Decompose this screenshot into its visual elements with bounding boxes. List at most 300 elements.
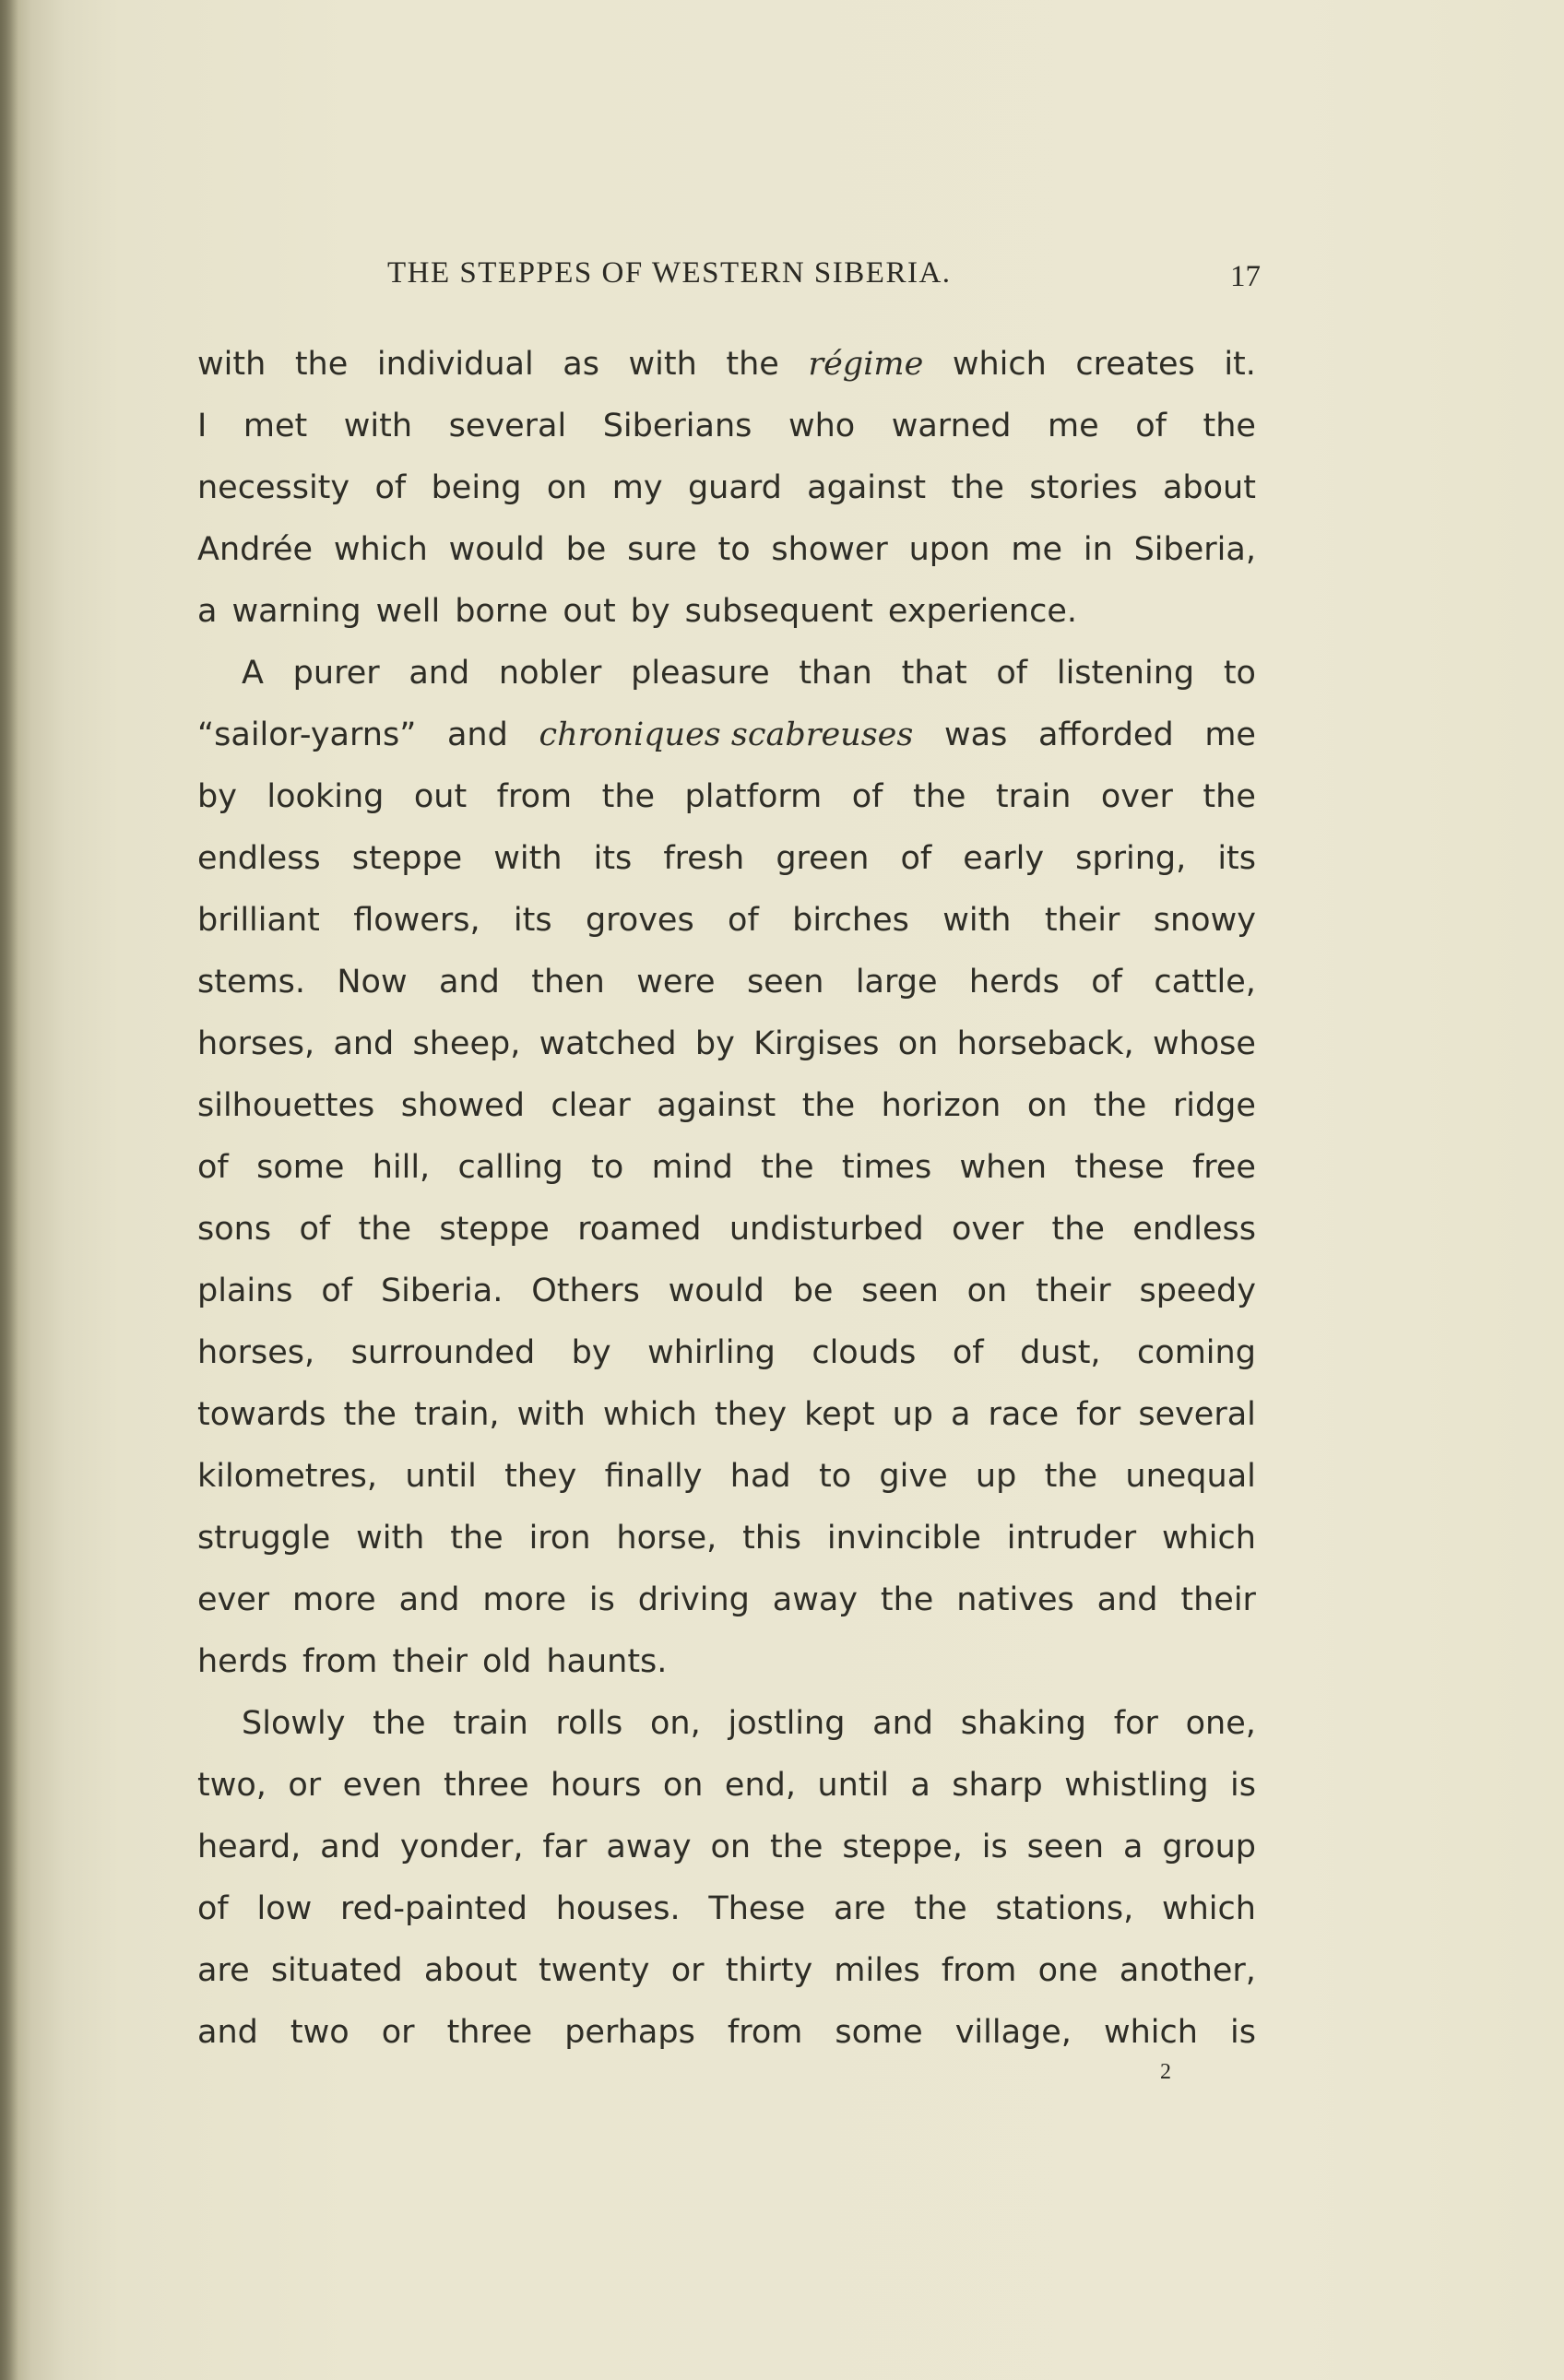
word: with [493,840,563,877]
word: sharp [952,1767,1043,1804]
italic-phrase: chroniques scabreuses [539,716,914,753]
word: jostling [728,1705,846,1742]
word: train [453,1705,528,1742]
word: another, [1119,1952,1256,1989]
text-line [197,952,1256,1013]
word: on [546,469,587,506]
word: is [588,1581,615,1618]
word: of [728,902,759,939]
word: even [342,1767,422,1804]
word: clouds [812,1334,917,1371]
word: borne [455,593,549,630]
word: seen [861,1273,939,1309]
word: from [302,1643,378,1680]
word: creates [1075,346,1195,383]
word: heard, [197,1829,302,1865]
word: hill, [372,1149,431,1186]
word: ridge [1172,1087,1256,1124]
word: clear [551,1087,631,1124]
word: up [975,1458,1017,1495]
word: the [1051,1211,1105,1248]
word: horse, [616,1520,717,1557]
word: towards [197,1396,326,1433]
word: driving [637,1581,750,1618]
page-number: 17 [1230,260,1261,293]
text-line [197,1013,1256,1075]
word: the [1044,1458,1098,1495]
word: me [1048,408,1099,444]
word: and [333,1025,395,1062]
word: of [197,1890,229,1927]
word: two [290,2014,350,2051]
word: subsequent [684,593,873,630]
word: some [835,2014,923,2051]
word: that [901,655,967,692]
word: these [1074,1149,1165,1186]
word: stories [1029,469,1138,506]
word: which [1161,1890,1256,1927]
word: their [1044,902,1120,939]
word: over [952,1211,1025,1248]
word: horizon [881,1087,1001,1124]
word: houses. [555,1890,681,1927]
word: with [628,346,697,383]
word: the [343,1396,397,1433]
text-line [197,2002,1256,2064]
word: dust, [1020,1334,1101,1371]
word: this [742,1520,802,1557]
word: on [662,1767,704,1804]
text-line [197,1446,1256,1508]
word: their [392,1643,468,1680]
word: was [944,716,1008,753]
word: natives [956,1581,1074,1618]
word: the [1093,1087,1147,1124]
word: individual [376,346,534,383]
word: until [817,1767,889,1804]
word: kilometres, [197,1458,377,1495]
word: more [482,1581,566,1618]
word: flowers, [353,902,480,939]
word: a [951,1396,971,1433]
running-title: THE STEPPES OF WESTERN SIBERIA. [387,256,952,290]
italic-phrase: régime [808,346,924,383]
word: give [879,1458,948,1495]
word: whirling [647,1334,776,1371]
word: up [892,1396,933,1433]
word: the [294,346,349,383]
text-line [197,396,1256,457]
word: which [952,346,1047,383]
word: which [1161,1520,1256,1557]
word: and [1096,1581,1158,1618]
word: end, [724,1767,796,1804]
word: fresh [663,840,745,877]
word: the [880,1581,934,1618]
word: birches [792,902,909,939]
word: and [197,2014,258,2051]
text-line [197,1075,1256,1137]
word: several [1138,1396,1256,1433]
word: Siberia, [1133,531,1256,568]
word: they [714,1396,788,1433]
text-line [197,890,1256,952]
word: endless [1132,1211,1256,1248]
word: are [197,1952,250,1989]
word: Andrée [197,531,314,568]
word: from [727,2014,803,2051]
word: plains [197,1273,293,1309]
word: hours [551,1767,642,1804]
word: on [710,1829,752,1865]
word: for [1113,1705,1158,1742]
word: a [1122,1829,1143,1865]
word: from [941,1952,1017,1989]
word: to [717,531,751,568]
word: are [833,1890,886,1927]
word: a [910,1767,930,1804]
word: purer [292,655,380,692]
word: seen [746,964,824,1001]
word: my [611,469,663,506]
word: nobler [498,655,602,692]
word: “sailor-yarns” [197,716,417,753]
word: large [855,964,938,1001]
word: with [942,902,1012,939]
word: guard [687,469,782,506]
word: shower [771,531,888,568]
running-head [0,256,1564,297]
word: of [374,469,407,506]
word: thirty [725,1952,813,1989]
text-line [197,581,1256,643]
word: sheep, [412,1025,521,1062]
word: sure [627,531,697,568]
word: village, [954,2014,1072,2051]
word: Slowly [242,1705,346,1742]
word: on [897,1025,939,1062]
word: who [788,408,856,444]
word: me [1204,716,1256,753]
word: calling [457,1149,563,1186]
word: twenty [539,1952,650,1989]
word: the [1203,778,1256,815]
word: their [1036,1273,1111,1309]
word: whistling [1064,1767,1209,1804]
word: three [446,2014,533,2051]
text-line [197,705,1256,766]
word: several [448,408,567,444]
text-line [197,1322,1256,1384]
word: steppe [439,1211,550,1248]
word: low [256,1890,313,1927]
word: and [409,655,470,692]
word: horses, [197,1334,315,1371]
word: the [1203,408,1256,444]
word: against [807,469,927,506]
word: steppe, [842,1829,963,1865]
word: from [496,778,573,815]
word: me [1011,531,1063,568]
text-line [197,519,1256,581]
word: times [841,1149,932,1186]
word: finally [604,1458,703,1495]
word: group [1162,1829,1256,1865]
word: silhouettes [197,1087,375,1124]
word: mind [651,1149,733,1186]
word: herds [968,964,1060,1001]
text-line [197,457,1256,519]
word: the [450,1520,504,1557]
word: struggle [197,1520,331,1557]
word: intruder [1006,1520,1137,1557]
word: of [851,778,883,815]
word: on, [650,1705,701,1742]
word: upon [908,531,990,568]
word: as [563,346,599,383]
word: by [571,1334,611,1371]
word: coming [1137,1334,1256,1371]
word: to [818,1458,852,1495]
word: and [446,716,508,753]
word: watched [539,1025,677,1062]
text-line [197,1693,1256,1755]
word: shaking [960,1705,1087,1742]
word: stations, [995,1890,1134,1927]
word: afforded [1037,716,1174,753]
word: train [995,778,1072,815]
word: endless [197,840,321,877]
word: of [1091,964,1122,1001]
word: more [292,1581,376,1618]
word: met [243,408,308,444]
word: with [197,346,267,383]
word: brilliant [197,902,320,939]
word: perhaps [564,2014,695,2051]
text-line [197,1940,1256,2002]
word: kept [804,1396,875,1433]
word: invincible [826,1520,981,1557]
word: with [343,408,413,444]
word: the [373,1705,426,1742]
word: pleasure [631,655,770,692]
text-line [197,1755,1256,1817]
word: than [799,655,872,692]
word: of [1135,408,1167,444]
word: I [197,408,207,444]
word: Others [531,1273,640,1309]
word: or [381,2014,415,2051]
word: roamed [577,1211,702,1248]
word: yonder, [399,1829,524,1865]
word: platform [684,778,823,815]
text-line [197,643,1256,705]
word: green [776,840,870,877]
word: looking [267,778,385,815]
word: steppe [351,840,463,877]
word: away [606,1829,692,1865]
word: race [988,1396,1060,1433]
text-line [197,766,1256,828]
word: for [1076,1396,1121,1433]
word: it. [1224,346,1256,383]
word: over [1100,778,1173,815]
word: would [668,1273,764,1309]
word: A [242,655,264,692]
word: free [1191,1149,1256,1186]
word: train, [413,1396,500,1433]
word: by [694,1025,735,1062]
word: Kirgises [753,1025,880,1062]
word: warning [231,593,361,630]
word: well [375,593,441,630]
word: until [405,1458,477,1495]
word: and [320,1829,382,1865]
word: or [670,1952,705,1989]
word: groves [585,902,694,939]
word: to [1223,655,1256,692]
word: by [197,778,237,815]
word: horses, [197,1025,315,1062]
word: listening [1056,655,1195,692]
word: its [593,840,633,877]
word: then [531,964,605,1001]
word: Siberia. [380,1273,504,1309]
word: on [1026,1087,1068,1124]
word: situated [270,1952,403,1989]
word: warned [891,408,1012,444]
word: away [772,1581,858,1618]
spine-shadow [0,0,18,2380]
word: and [438,964,500,1001]
body-text [197,334,1256,2064]
word: two, [197,1767,267,1804]
text-line [197,1199,1256,1261]
word: rolls [555,1705,623,1742]
word: is [1229,2014,1256,2051]
word: Siberians [602,408,752,444]
word: of [952,1334,984,1371]
word: seen [1026,1829,1105,1865]
word: and [398,1581,460,1618]
word: had [729,1458,791,1495]
text-line [197,828,1256,890]
word: experience. [887,593,1077,630]
word: cattle, [1154,964,1256,1001]
word: is [981,1829,1008,1865]
word: out [563,593,616,630]
word: of [197,1149,229,1186]
word: a [197,593,218,630]
word: its [1217,840,1256,877]
word: out [413,778,468,815]
text-line [197,1137,1256,1199]
word: Now [337,964,408,1001]
word: were [636,964,716,1001]
word: red-painted [339,1890,527,1927]
word: and [872,1705,934,1742]
word: their [1180,1581,1256,1618]
word: one [1037,1952,1098,1989]
word: showed [400,1087,525,1124]
word: with [516,1396,586,1433]
word: ever [197,1581,270,1618]
word: the [801,1087,856,1124]
word: surrounded [350,1334,536,1371]
word: the [726,346,779,383]
word: These [708,1890,806,1927]
word: whose [1152,1025,1256,1062]
word: about [1162,469,1256,506]
word: one, [1185,1705,1256,1742]
word: sons [197,1211,272,1248]
word: the [601,778,656,815]
text-line [197,1384,1256,1446]
word: on [966,1273,1008,1309]
word: being [431,469,522,506]
word: unequal [1125,1458,1256,1495]
word: when [959,1149,1048,1186]
word: herds [197,1643,288,1680]
word: necessity [197,469,350,506]
word: haunts. [546,1643,668,1680]
text-line [197,1817,1256,1878]
word: to [591,1149,624,1186]
word: old [481,1643,532,1680]
word: three [443,1767,529,1804]
word: of [900,840,932,877]
word: the [951,469,1004,506]
word: stems. [197,964,305,1001]
word: by [630,593,670,630]
word: which [1103,2014,1198,2051]
word: horseback, [956,1025,1134,1062]
word: iron [528,1520,591,1557]
signature-mark: 2 [1160,2060,1171,2084]
word: the [914,1890,967,1927]
word: spring, [1075,840,1187,877]
word: with [356,1520,425,1557]
word: of [996,655,1028,692]
word: the [358,1211,411,1248]
word: early [963,840,1045,877]
text-line [197,1631,1256,1693]
word: some [256,1149,345,1186]
word: or [288,1767,322,1804]
word: its [513,902,552,939]
word: snowy [1153,902,1256,939]
word: undisturbed [729,1211,924,1248]
word: is [1229,1767,1256,1804]
word: they [504,1458,577,1495]
text-line [197,1508,1256,1569]
word: the [761,1149,814,1186]
word: which [333,531,428,568]
word: the [912,778,966,815]
text-line [197,334,1256,396]
text-line [197,1261,1256,1322]
word: which [602,1396,697,1433]
text-line [197,1569,1256,1631]
word: the [769,1829,823,1865]
word: of [321,1273,353,1309]
word: about [423,1952,517,1989]
word: miles [834,1952,920,1989]
word: far [542,1829,587,1865]
word: would [448,531,545,568]
word: against [657,1087,776,1124]
word: in [1083,531,1113,568]
